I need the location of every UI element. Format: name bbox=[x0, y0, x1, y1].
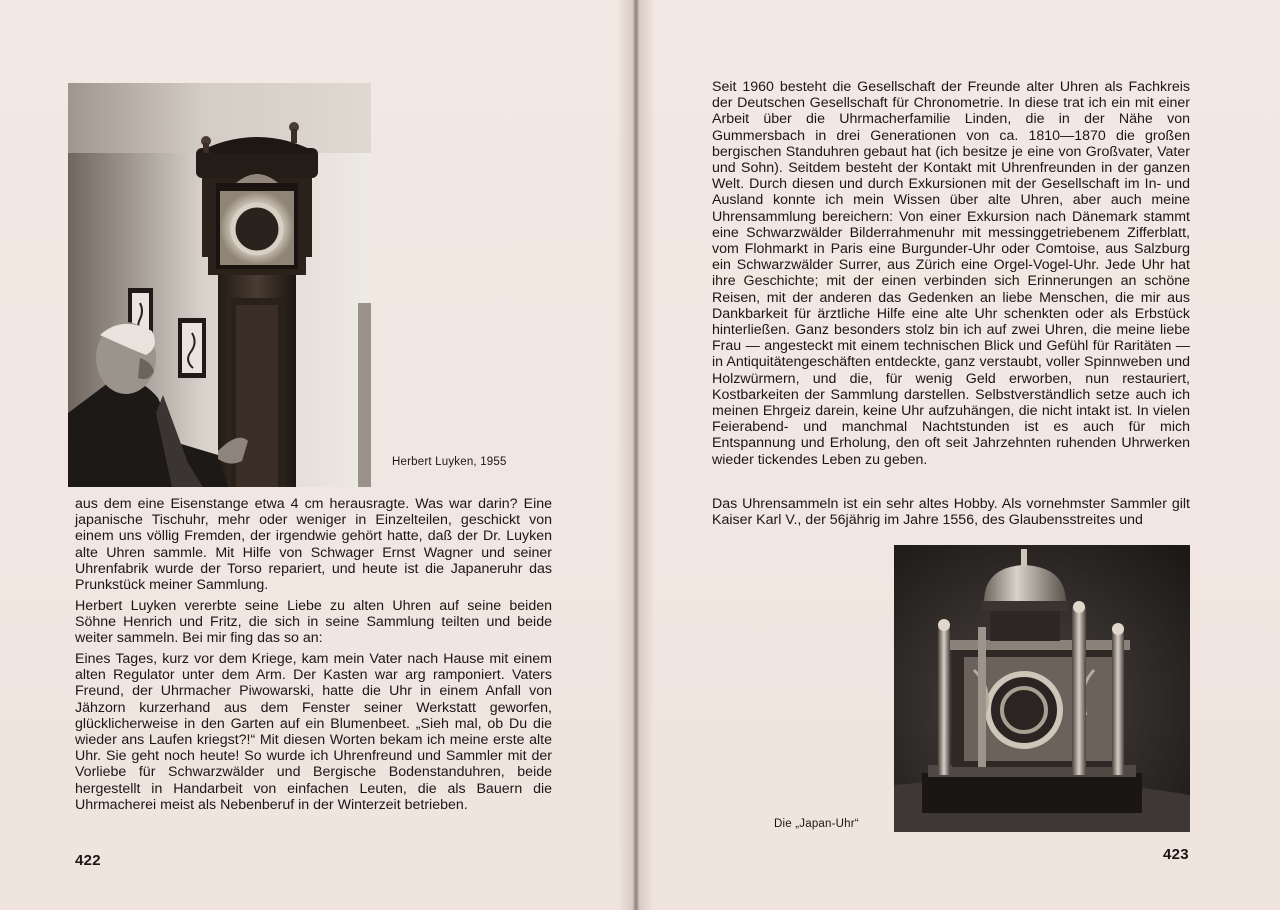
photo-japan-clock bbox=[894, 545, 1190, 832]
right-paragraph-2: Das Uhrensammeln ist ein sehr altes Hobby. Als vornehmster Sammler gilt Kaiser Karl V., der 56jährig im Jahre 1556, des Glaubensstreites und bbox=[712, 496, 1190, 529]
left-paragraph-3: Eines Tages, kurz vor dem Kriege, kam mein Vater nach Hause mit einem alten Regulator unter dem Arm. Der Kasten war arg ramponiert. Vaters Freund, der Uhrmacher Piwowarski, hatte die Uhr in einem Anfall von Jähzorn kurzerhand aus dem Fenster seiner Werkstatt geworfen, glücklicherweise in den Garten auf ein Blumenbeet. „Sieh mal, ob Du die wieder ans Laufen kriegst?!“ Mit diesen Worten bekam ich meine erste alte Uhr. Sie geht noch heute! So wurde ich Uhrenfreund und Sammler mit der Vorliebe für Schwarzwälder und Bergische Bodenstanduhren, beide hergestellt in Handarbeit von einfachen Leuten, die als Bauern die Uhrmacherei meist als Nebenberuf in der Winterzeit betrieben. bbox=[75, 651, 552, 813]
left-paragraph-2: Herbert Luyken vererbte seine Liebe zu alten Uhren auf seine beiden Söhne Henrich und Fritz, die sich in seine Sammlung teilten und beide weiter sammeln. Bei mir fing das so an: bbox=[75, 598, 552, 647]
book-gutter bbox=[618, 0, 654, 910]
page-number-right: 423 bbox=[1163, 846, 1189, 863]
page-number-left: 422 bbox=[75, 852, 101, 869]
photo-herbert-luyken-clock bbox=[68, 83, 371, 487]
photo-caption-japan-uhr: Die „Japan-Uhr“ bbox=[774, 818, 859, 830]
photo-caption-herbert-luyken: Herbert Luyken, 1955 bbox=[392, 456, 507, 468]
left-paragraph-1: aus dem eine Eisenstange etwa 4 cm herausragte. Was war darin? Eine japanische Tischuhr, mehr oder weniger in Einzelteilen, geschickt von einem uns völlig Fremden, der irgendwie gehört hatte, daß der Dr. Luyken alte Uhren sammle. Mit Hilfe von Schwager Ernst Wagner und seiner Uhrenfabrik wurde der Torso repariert, und heute ist die Japaneruhr das Prunkstück meiner Sammlung. bbox=[75, 496, 552, 594]
right-paragraph-1: Seit 1960 besteht die Gesellschaft der Freunde alter Uhren als Fachkreis der Deutschen Gesellschaft für Chronometrie. In diese trat ich ein mit einer Arbeit über die Uhrmacherfamilie Linden, die in der Nähe von Gummersbach in drei Generationen von ca. 1810—1870 die großen bergischen Standuhren gebaut hat (ich besitze je eine von Großvater, Vater und Sohn). Seitdem besteht der Kontakt mit Uhrenfreunden in der ganzen Welt. Durch diesen und durch Exkursionen mit der Gesellschaft im In- und Ausland konnte ich mein Wissen über alte Uhren, aber auch meine Uhrensammlung bereichern: Von einer Exkursion nach Dänemark stammt eine Schwarzwälder Bilderrahmenuhr mit messinggetriebenem Zifferblatt, vom Flohmarkt in Paris eine Burgunder-Uhr oder Comtoise, aus Salzburg ein Schwarzwälder Surrer, aus Zürich eine Orgel-Vogel-Uhr. Jede Uhr hat ihre Geschichte; mit der einen verbinden sich Erinnerungen an schöne Reisen, mit der anderen das Gedenken an liebe Menschen, die mir aus Dankbarkeit für ärztliche Hilfe eine alte Uhr schenkten oder als Erbstück hinterließen. Ganz besonders stolz bin ich auf zwei Uhren, die meine liebe Frau — angesteckt mit einem technischen Blick und Gefühl für Raritäten — in Antiquitätengeschäften entdeckte, ganz verstaubt, voller Spinnweben und Holzwürmern, und die, für wenig Geld erworben, nun restauriert, Kostbarkeiten der Sammlung darstellen. Selbstverständlich setze auch ich meinen Ehrgeiz darein, keine Uhr aufzuhängen, die nicht intakt ist. In vielen Feierabend- und manchmal Nachtstunden ist es auch für mich Entspannung und Erholung, den oft seit Jahrzehnten ruhenden Uhrwerken wieder tickendes Leben zu geben. bbox=[712, 79, 1190, 468]
